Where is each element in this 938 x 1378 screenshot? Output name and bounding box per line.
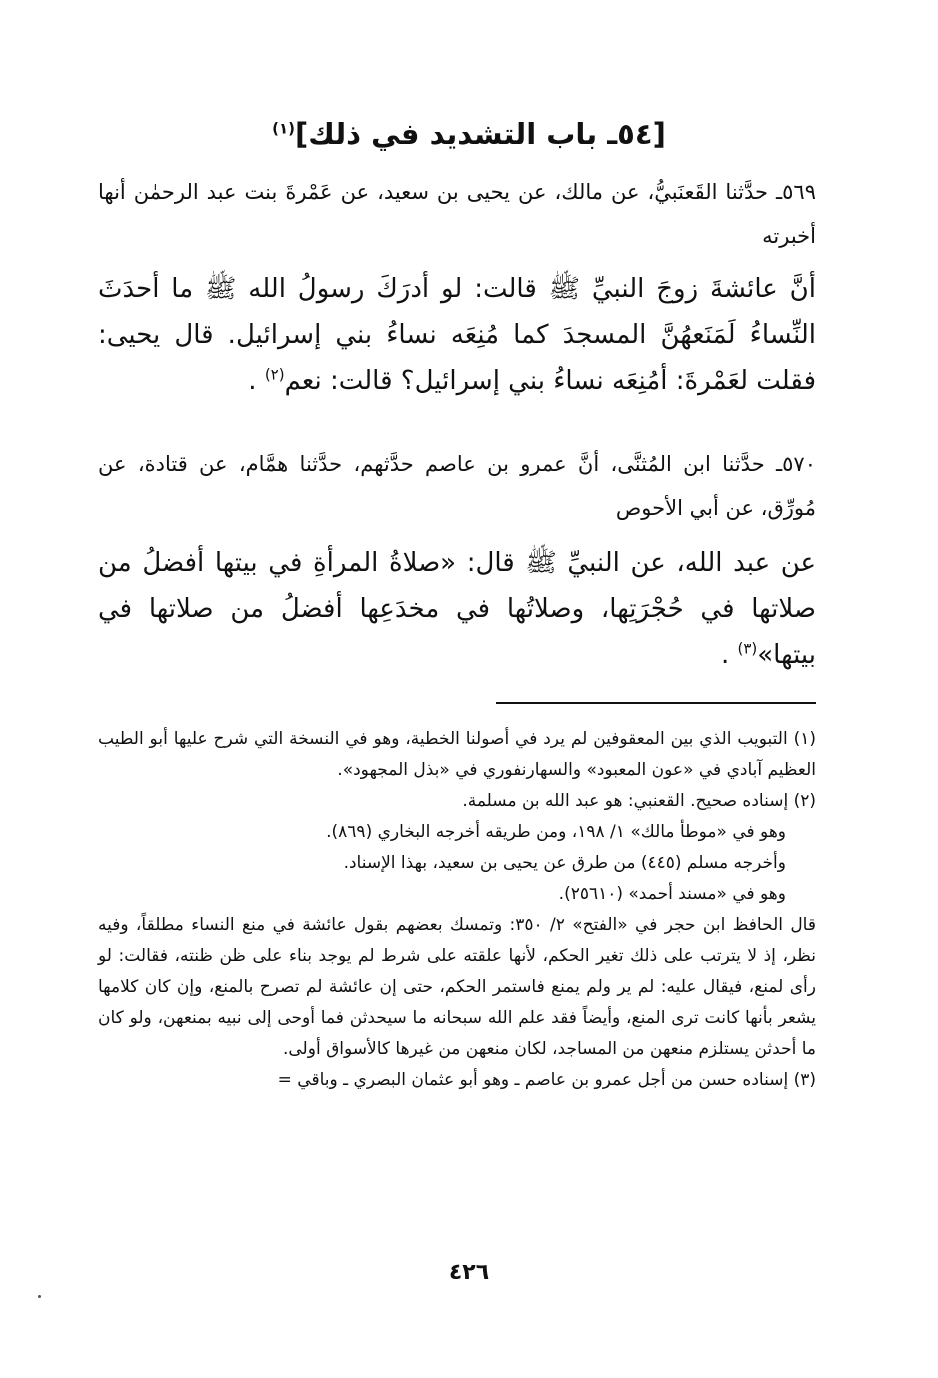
footnote-2-commentary: قال الحافظ ابن حجر في «الفتح» ٢/ ٣٥٠: وتمسك بعضهم بقول عائشة في منع النساء مطلقاً، وفيه نظر، إذ لا يترتب على ذلك تغير الحكم، لأنها علقته على شرط لم يوجد بناء على ظن ظنته، فقالت: لو رأى لمنع، فيقال عليه: لم ير ولم يمنع فاستمر الحكم، حتى إن عائشة لم تصرح بالمنع، وإن كان كلامها يشعر بأنها كانت ترى المنع، وأيضاً فقد علم الله سبحانه ما سيحدثن فما أوحى إلى نبيه بمنعهن، ولو كان ما أحدثن يستلزم منعهن من المساجد، لكان منعهن من غيرها كالأسواق أولى. — [98, 915, 816, 1059]
footnote-2-line-2: وهو في «موطأ مالك» ١/ ١٩٨، ومن طريقه أخرجه البخاري (٨٦٩). — [326, 822, 786, 842]
chapter-heading-text: [٥٤ـ باب التشديد في ذلك] — [295, 117, 666, 151]
footnote-ref-2: (٢) — [264, 365, 285, 384]
chapter-heading — [0, 112, 938, 156]
footnote-separator — [496, 702, 816, 704]
page-number: ٤٢٦ — [448, 1260, 490, 1285]
footnote-ref-3: (٣) — [737, 639, 758, 658]
footnote-ref-1: (١) — [272, 119, 296, 138]
footnote-2-line-4: وهو في «مسند أحمد» (٢٥٦١٠). — [558, 884, 786, 904]
hadith-569-matn-text: أنَّ عائشةَ زوجَ النبيِّ ﷺ قالت: لو أدرَكَ رسولُ الله ﷺ ما أحدَثَ النِّساءُ لَمَنَعهُنَّ المسجدَ كما مُنِعَه نساءُ بني إسرائيل. قال يحيى: فقلت لعَمْرةَ: أمُنِعَه نساءُ بني إسرائيل؟ قالت: نعم — [98, 274, 816, 396]
hadith-570-isnad — [98, 442, 816, 530]
hadith-569-isnad — [98, 170, 816, 258]
hadith-569-matn — [98, 266, 816, 404]
hadith-570-end: . — [720, 640, 738, 670]
hadith-570-matn — [98, 540, 816, 678]
hadith-569-end: . — [248, 366, 265, 396]
hadith-570-matn-text: عن عبد الله، عن النبيِّ ﷺ قال: «صلاةُ المرأةِ في بيتها أفضلُ من صلاتها في حُجْرَتِها، وصلاتُها في مخدَعِها أفضلُ من صلاتها في بيتها» — [98, 548, 816, 670]
footnote-2-line-3: وأخرجه مسلم (٤٤٥) من طرق عن يحيى بن سعيد، بهذا الإسناد. — [343, 853, 786, 873]
footnote-1: (١) التبويب الذي بين المعقوفين لم يرد في أصولنا الخطية، وهو في النسخة التي شرح عليها أبو الطيب العظيم آبادي في «عون المعبود» والسهارنفوري في «بذل المجهود». — [98, 729, 816, 780]
footnotes — [98, 724, 816, 1096]
footnote-2-line-1: (٢) إسناده صحيح. القعنبي: هو عبد الله بن مسلمة. — [462, 791, 816, 811]
hadith-569-isnad-text: ٥٦٩ـ حدَّثنا القَعنَبيُّ، عن مالك، عن يحيى بن سعيد، عن عَمْرةَ بنت عبد الرحمٰن أنها أخبرته — [98, 180, 816, 248]
hadith-570-isnad-text: ٥٧٠ـ حدَّثنا ابن المُثنَّى، أنَّ عمرو بن عاصم حدَّثهم، حدَّثنا همَّام، عن قتادة، عن مُورِّق، عن أبي الأحوص — [98, 452, 816, 520]
scan-speck — [38, 1295, 41, 1298]
footnote-3: (٣) إسناده حسن من أجل عمرو بن عاصم ـ وهو أبو عثمان البصري ـ وباقي = — [277, 1070, 816, 1090]
